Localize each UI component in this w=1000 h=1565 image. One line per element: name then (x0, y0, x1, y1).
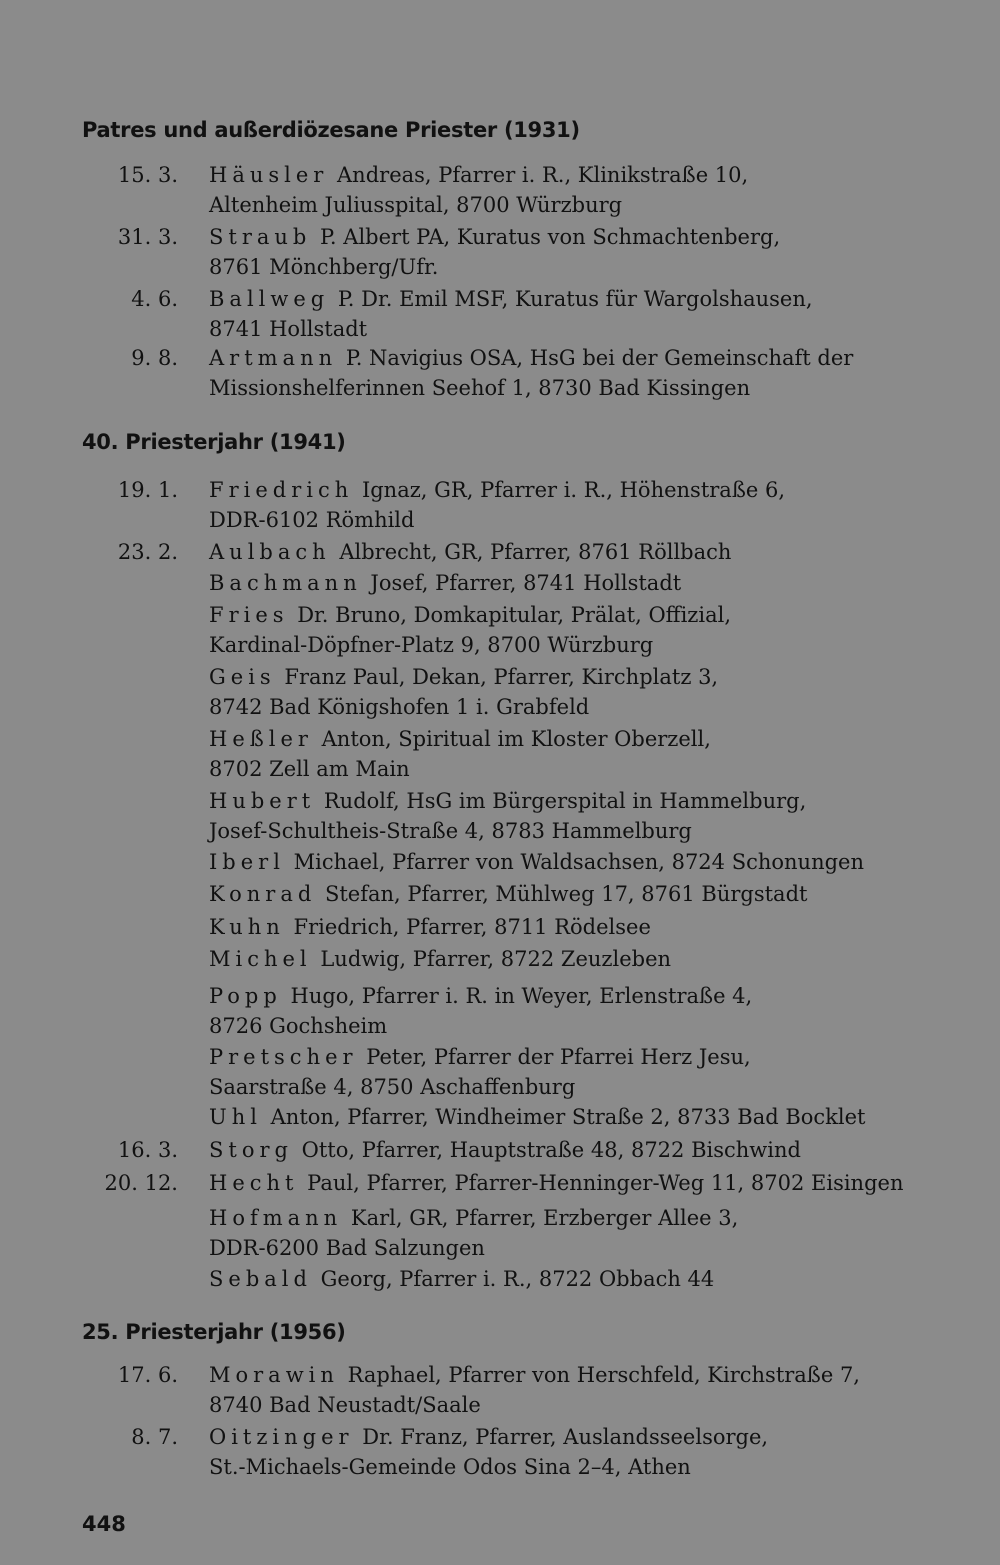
entry-line (209, 816, 969, 846)
entry-line (209, 1203, 969, 1233)
entry-surname: Kuhn (209, 915, 285, 939)
entry-line (209, 537, 969, 567)
entry-line (209, 1135, 969, 1165)
entry-surname: Sebald (209, 1267, 312, 1291)
entry-body (209, 879, 969, 909)
entry-text: St.-Michaels-Gemeinde Odos Sina 2–4, Athen (209, 1455, 691, 1479)
entry-surname: Iberl (209, 850, 285, 874)
entry-text: Rudolf, HsG im Bürgerspital in Hammelburg, (323, 789, 807, 813)
entry-body (209, 475, 969, 535)
section-heading: 40. Priesterjahr (1941) (82, 430, 346, 454)
entry-surname: Heßler (209, 727, 313, 751)
entry-line (209, 1042, 969, 1072)
section-heading: 25. Priesterjahr (1956) (82, 1320, 346, 1344)
entry-line (209, 879, 969, 909)
entry-line (209, 630, 969, 660)
entry-text: Ignaz, GR, Pfarrer i. R., Höhenstraße 6, (361, 478, 785, 502)
entry-body (209, 343, 969, 403)
entry-line (209, 724, 969, 754)
entry-surname: Aulbach (209, 540, 331, 564)
entry-date: 31. 3. (117, 225, 178, 249)
entry-text: Stefan, Pfarrer, Mühlweg 17, 8761 Bürgstadt (324, 882, 808, 906)
entry-text: Otto, Pfarrer, Hauptstraße 48, 8722 Bischwind (301, 1138, 801, 1162)
entry-body (209, 847, 969, 877)
entry-body (209, 1422, 969, 1482)
entry-text: Kardinal-Döpfner-Platz 9, 8700 Würzburg (209, 633, 654, 657)
entry-line (209, 222, 969, 252)
entry-surname: Hofmann (209, 1206, 343, 1230)
entry-text: DDR-6102 Römhild (209, 508, 415, 532)
entry-body (209, 724, 969, 784)
entry-text: 8702 Zell am Main (209, 757, 410, 781)
entry-date: 9. 8. (131, 346, 178, 370)
entry-line (209, 284, 969, 314)
entry-line (209, 1264, 969, 1294)
entry-date: 23. 2. (117, 540, 178, 564)
entry-surname: Artmann (209, 346, 338, 370)
entry-body (209, 600, 969, 660)
entry-body (209, 981, 969, 1041)
entry-text: P. Navigius OSA, HsG bei der Gemeinschaft der (345, 346, 854, 370)
entry-line (209, 343, 969, 373)
entry-body (209, 160, 969, 220)
entry-text: Josef, Pfarrer, 8741 Hollstadt (370, 571, 682, 595)
entry-line (209, 1168, 969, 1198)
entry-line (209, 1011, 969, 1041)
entry-line (209, 314, 969, 344)
entry-surname: Konrad (209, 882, 317, 906)
entry-line (209, 786, 969, 816)
entry-line (209, 981, 969, 1011)
entry-text: Raphael, Pfarrer von Herschfeld, Kirchstraße 7, (347, 1363, 860, 1387)
entry-surname: Straub (209, 225, 312, 249)
entry-line (209, 847, 969, 877)
entry-surname: Hubert (209, 789, 316, 813)
entry-text: P. Dr. Emil MSF, Kuratus für Wargolshausen, (337, 287, 813, 311)
entry-text: Andreas, Pfarrer i. R., Klinikstraße 10, (337, 163, 749, 187)
entry-text: Altenheim Juliusspital, 8700 Würzburg (209, 193, 623, 217)
entry-text: Albrecht, GR, Pfarrer, 8761 Röllbach (339, 540, 732, 564)
entry-text: Franz Paul, Dekan, Pfarrer, Kirchplatz 3, (284, 665, 719, 689)
entry-text: Hugo, Pfarrer i. R. in Weyer, Erlenstraße 4, (290, 984, 753, 1008)
entry-surname: Pretscher (209, 1045, 358, 1069)
entry-text: Dr. Franz, Pfarrer, Auslandsseelsorge, (362, 1425, 769, 1449)
entry-line (209, 505, 969, 535)
entry-body (209, 1264, 969, 1294)
entry-surname: Fries (209, 603, 289, 627)
entry-line (209, 568, 969, 598)
entry-surname: Hecht (209, 1171, 299, 1195)
entry-line (209, 252, 969, 282)
entry-line (209, 944, 969, 974)
entry-body (209, 537, 969, 567)
entry-text: Friedrich, Pfarrer, 8711 Rödelsee (293, 915, 651, 939)
entry-body (209, 1135, 969, 1165)
entry-text: Peter, Pfarrer der Pfarrei Herz Jesu, (366, 1045, 751, 1069)
entry-line (209, 912, 969, 942)
entry-surname: Geis (209, 665, 276, 689)
entry-line (209, 373, 969, 403)
entry-text: Michael, Pfarrer von Waldsachsen, 8724 Schonungen (293, 850, 864, 874)
entry-line (209, 1390, 969, 1420)
page-number: 448 (82, 1512, 126, 1536)
entry-text: Georg, Pfarrer i. R., 8722 Obbach 44 (320, 1267, 715, 1291)
entry-text: Karl, GR, Pfarrer, Erzberger Allee 3, (350, 1206, 739, 1230)
entry-text: P. Albert PA, Kuratus von Schmachtenberg, (320, 225, 781, 249)
entry-date: 8. 7. (131, 1425, 178, 1449)
entry-surname: Michel (209, 947, 312, 971)
entry-text: Missionshelferinnen Seehof 1, 8730 Bad Kissingen (209, 376, 751, 400)
entry-line (209, 662, 969, 692)
entry-line (209, 600, 969, 630)
entry-body (209, 1102, 969, 1132)
entry-text: DDR-6200 Bad Salzungen (209, 1236, 485, 1260)
entry-surname: Bachmann (209, 571, 362, 595)
entry-line (209, 692, 969, 722)
entry-line (209, 1360, 969, 1390)
entry-body (209, 568, 969, 598)
entry-body (209, 284, 969, 344)
entry-surname: Friedrich (209, 478, 354, 502)
entry-line (209, 1452, 969, 1482)
entry-body (209, 1042, 969, 1102)
entry-surname: Popp (209, 984, 282, 1008)
entry-body (209, 222, 969, 282)
entry-line (209, 160, 969, 190)
entry-line (209, 754, 969, 784)
entry-body (209, 912, 969, 942)
entry-text: Anton, Spiritual im Kloster Oberzell, (321, 727, 711, 751)
entry-body (209, 786, 969, 846)
entry-text: 8741 Hollstadt (209, 317, 368, 341)
entry-text: Ludwig, Pfarrer, 8722 Zeuzleben (320, 947, 672, 971)
entry-body (209, 662, 969, 722)
entry-text: 8761 Mönchberg/Ufr. (209, 255, 439, 279)
entry-text: 8726 Gochsheim (209, 1014, 388, 1038)
entry-text: Paul, Pfarrer, Pfarrer-Henninger-Weg 11, 8702 Eisingen (307, 1171, 904, 1195)
entry-line (209, 1233, 969, 1263)
entry-date: 4. 6. (131, 287, 178, 311)
entry-line (209, 1072, 969, 1102)
entry-text: Dr. Bruno, Domkapitular, Prälat, Offizial, (297, 603, 731, 627)
entry-body (209, 1360, 969, 1420)
entry-date: 16. 3. (117, 1138, 178, 1162)
entry-line (209, 1102, 969, 1132)
entry-text: Josef-Schultheis-Straße 4, 8783 Hammelburg (209, 819, 692, 843)
entry-line (209, 1422, 969, 1452)
entry-date: 15. 3. (117, 163, 178, 187)
section-heading: Patres und außerdiözesane Priester (1931) (82, 118, 580, 142)
entry-surname: Morawin (209, 1363, 339, 1387)
entry-surname: Uhl (209, 1105, 262, 1129)
entry-surname: Häusler (209, 163, 329, 187)
entry-surname: Ballweg (209, 287, 330, 311)
entry-text: 8740 Bad Neustadt/Saale (209, 1393, 481, 1417)
entry-date: 17. 6. (117, 1363, 178, 1387)
entry-surname: Oitzinger (209, 1425, 354, 1449)
entry-body (209, 1203, 969, 1263)
entry-date: 19. 1. (117, 478, 178, 502)
entry-body (209, 1168, 969, 1198)
entry-line (209, 475, 969, 505)
entry-date: 20. 12. (104, 1171, 178, 1195)
entry-text: Anton, Pfarrer, Windheimer Straße 2, 8733 Bad Bocklet (270, 1105, 866, 1129)
entry-text: 8742 Bad Königshofen 1 i. Grabfeld (209, 695, 590, 719)
entry-surname: Storg (209, 1138, 293, 1162)
entry-text: Saarstraße 4, 8750 Aschaffenburg (209, 1075, 576, 1099)
entry-line (209, 190, 969, 220)
entry-body (209, 944, 969, 974)
